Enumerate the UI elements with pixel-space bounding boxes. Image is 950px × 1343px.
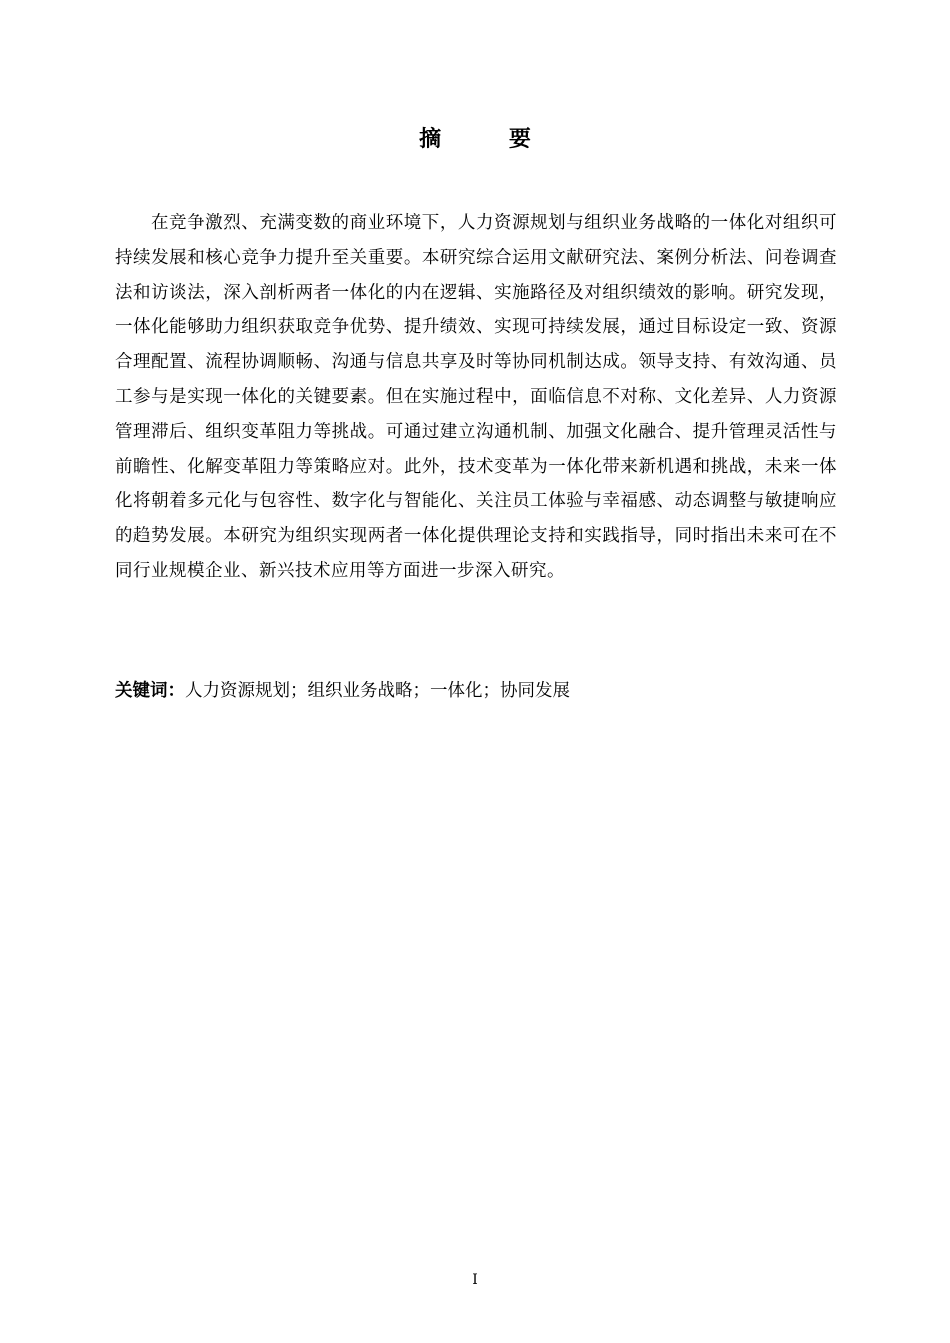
abstract-title: 摘 要 [419,127,561,152]
abstract-paragraph: 在竞争激烈、充满变数的商业环境下，人力资源规划与组织业务战略的一体化对组织可持续发展和核心竞争力提升至关重要。本研究综合运用文献研究法、案例分析法、问卷调查法和访谈法，深入剖析两者一体化的内在逻辑、实施路径及对组织绩效的影响。研究发现，一体化能够助力组织获取竞争优势、提升绩效、实现可持续发展，通过目标设定一致、资源合理配置、流程协调顺畅、沟通与信息共享及时等协同机制达成。领导支持、有效沟通、员工参与是实现一体化的关键要素。但在实施过程中，面临信息不对称、文化差异、人力资源管理滞后、组织变革阻力等挑战。可通过建立沟通机制、加强文化融合、提升管理灵活性与前瞻性、化解变革阻力等策略应对。此外，技术变革为一体化带来新机遇和挑战，未来一体化将朝着多元化与包容性、数字化与智能化、关注员工体验与幸福感、动态调整与敏捷响应的趋势发展。本研究为组织实现两者一体化提供理论支持和实践指导，同时指出未来可在不同行业规模企业、新兴技术应用等方面进一步深入研究。 [115,213,837,581]
page-number: I [472,1272,478,1288]
keywords-text: 人力资源规划；组织业务战略；一体化；协同发展 [185,681,570,701]
keywords-label: 关键词： [115,681,185,701]
keywords-line [115,676,837,706]
